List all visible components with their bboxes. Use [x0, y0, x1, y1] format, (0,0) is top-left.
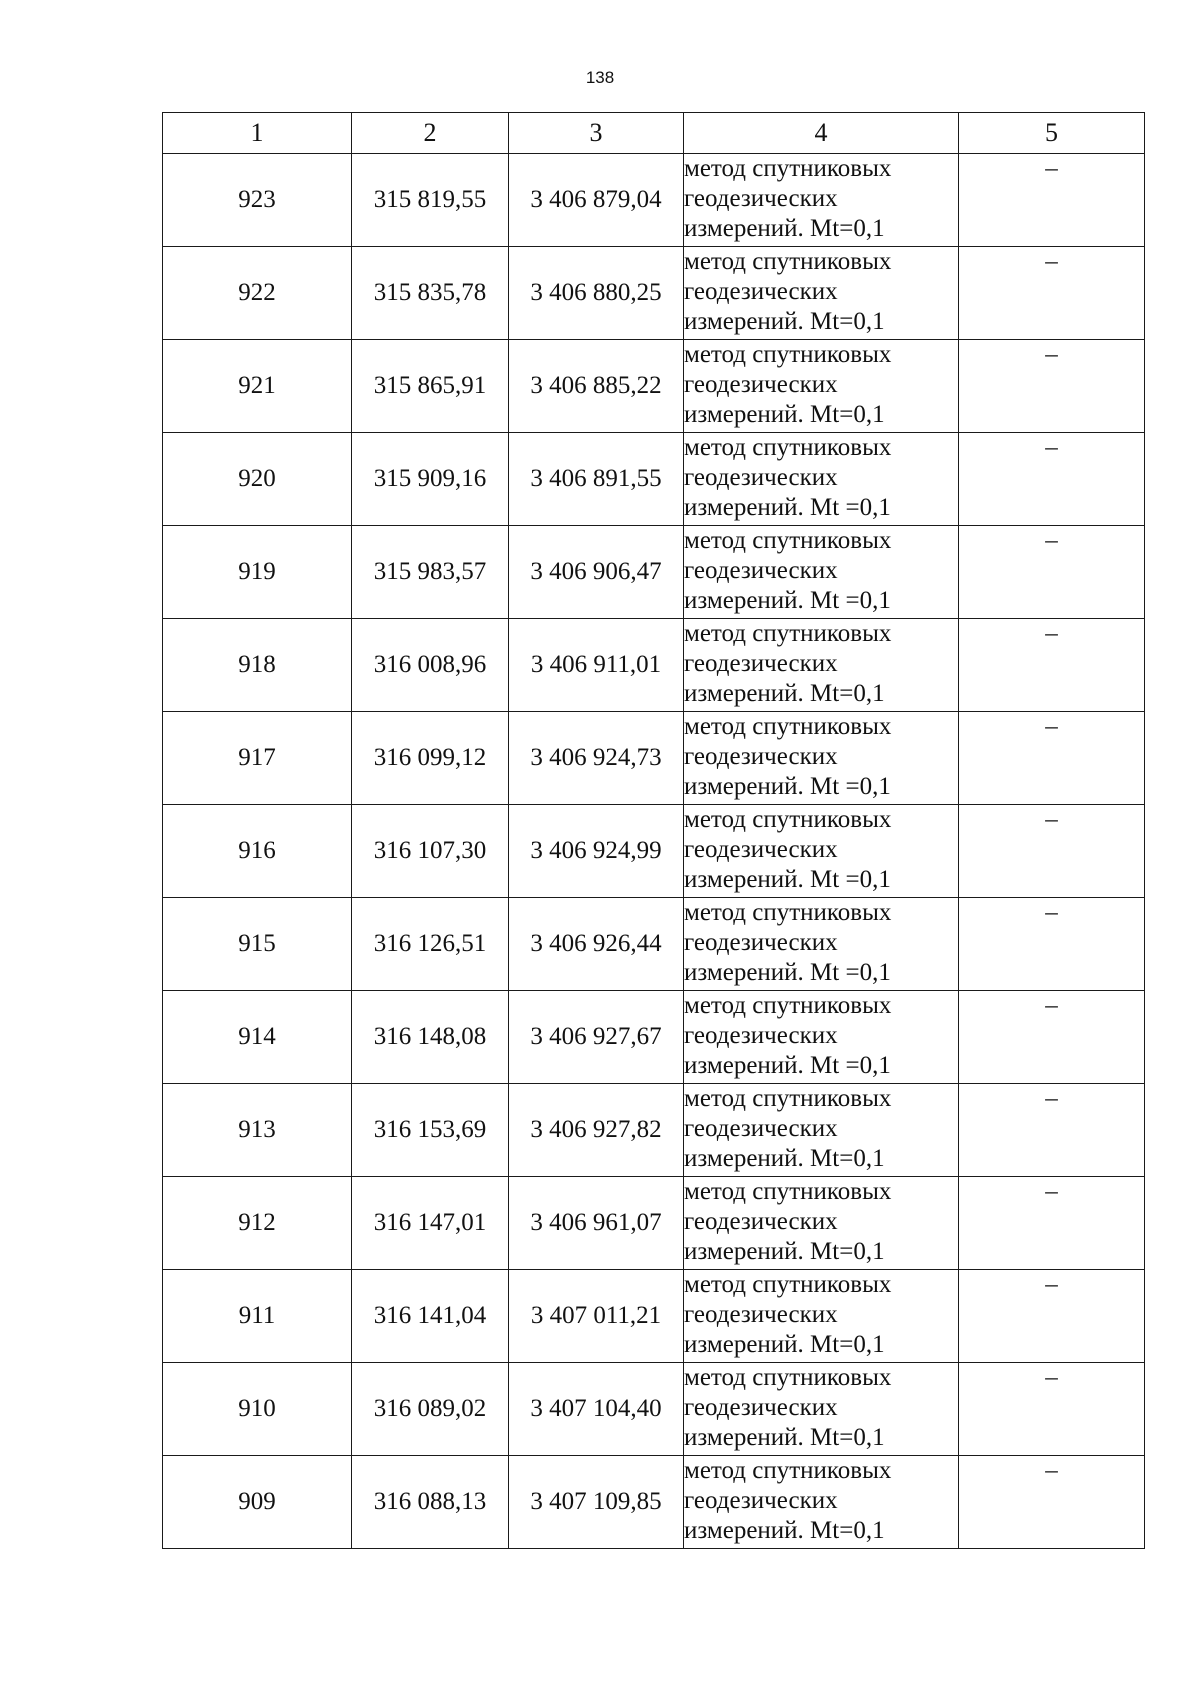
note-dash: –	[959, 433, 1145, 526]
measurement-method	[684, 433, 959, 526]
coordinate-x: 316 089,02	[352, 1363, 509, 1456]
point-number: 919	[163, 526, 352, 619]
note-dash: –	[959, 898, 1145, 991]
table-row	[163, 433, 1145, 526]
measurement-method	[684, 1084, 959, 1177]
note-dash: –	[959, 526, 1145, 619]
method-line: метод спутниковых	[684, 1457, 892, 1484]
coordinate-y: 3 406 924,99	[509, 805, 684, 898]
method-line: геодезических	[684, 1022, 838, 1049]
method-line: метод спутниковых	[684, 341, 892, 368]
measurement-method	[684, 1363, 959, 1456]
method-line: измерений. Mt=0,1	[684, 401, 885, 428]
measurement-method	[684, 991, 959, 1084]
table-row	[163, 1363, 1145, 1456]
method-line: геодезических	[684, 278, 838, 305]
table-row	[163, 1177, 1145, 1270]
method-line: измерений. Mt=0,1	[684, 308, 885, 335]
table-row	[163, 898, 1145, 991]
method-line: метод спутниковых	[684, 434, 892, 461]
note-dash: –	[959, 1456, 1145, 1549]
note-dash: –	[959, 1177, 1145, 1270]
method-line: измерений. Mt =0,1	[684, 1052, 891, 1079]
method-line: измерений. Mt=0,1	[684, 1331, 885, 1358]
point-number: 921	[163, 340, 352, 433]
coordinate-y: 3 406 927,82	[509, 1084, 684, 1177]
method-line: геодезических	[684, 1487, 838, 1514]
point-number: 923	[163, 154, 352, 247]
coordinate-x: 316 141,04	[352, 1270, 509, 1363]
table-row	[163, 526, 1145, 619]
method-line: метод спутниковых	[684, 992, 892, 1019]
table-row	[163, 1456, 1145, 1549]
method-line: геодезических	[684, 929, 838, 956]
method-line: метод спутниковых	[684, 1364, 892, 1391]
table-row	[163, 154, 1145, 247]
method-line: измерений. Mt=0,1	[684, 1238, 885, 1265]
point-number: 920	[163, 433, 352, 526]
method-line: измерений. Mt =0,1	[684, 587, 891, 614]
table-row	[163, 991, 1145, 1084]
method-line: метод спутниковых	[684, 1178, 892, 1205]
coordinate-x: 316 153,69	[352, 1084, 509, 1177]
measurement-method	[684, 805, 959, 898]
method-line: измерений. Mt =0,1	[684, 494, 891, 521]
measurement-method	[684, 1177, 959, 1270]
method-line: метод спутниковых	[684, 713, 892, 740]
method-line: измерений. Mt=0,1	[684, 1145, 885, 1172]
method-line: метод спутниковых	[684, 1271, 892, 1298]
note-dash: –	[959, 1363, 1145, 1456]
method-line: метод спутниковых	[684, 1085, 892, 1112]
point-number: 911	[163, 1270, 352, 1363]
method-line: геодезических	[684, 185, 838, 212]
coordinate-y: 3 406 880,25	[509, 247, 684, 340]
note-dash: –	[959, 1270, 1145, 1363]
coordinate-y: 3 406 961,07	[509, 1177, 684, 1270]
coordinate-x: 315 835,78	[352, 247, 509, 340]
header-col-4: 4	[684, 113, 959, 154]
coordinate-y: 3 406 927,67	[509, 991, 684, 1084]
coordinate-x: 316 148,08	[352, 991, 509, 1084]
coordinate-x: 315 909,16	[352, 433, 509, 526]
method-line: измерений. Mt =0,1	[684, 866, 891, 893]
method-line: метод спутниковых	[684, 899, 892, 926]
point-number: 914	[163, 991, 352, 1084]
measurement-method	[684, 1270, 959, 1363]
measurement-method	[684, 247, 959, 340]
note-dash: –	[959, 1084, 1145, 1177]
coordinate-x: 315 983,57	[352, 526, 509, 619]
point-number: 910	[163, 1363, 352, 1456]
point-number: 917	[163, 712, 352, 805]
coordinate-x: 316 088,13	[352, 1456, 509, 1549]
measurement-method	[684, 1456, 959, 1549]
method-line: геодезических	[684, 1208, 838, 1235]
header-col-5: 5	[959, 113, 1145, 154]
coordinate-y: 3 406 906,47	[509, 526, 684, 619]
method-line: геодезических	[684, 1394, 838, 1421]
coordinate-x: 316 008,96	[352, 619, 509, 712]
measurement-method	[684, 712, 959, 805]
method-line: геодезических	[684, 836, 838, 863]
note-dash: –	[959, 991, 1145, 1084]
coordinate-x: 316 099,12	[352, 712, 509, 805]
point-number: 915	[163, 898, 352, 991]
method-line: метод спутниковых	[684, 620, 892, 647]
header-col-1: 1	[163, 113, 352, 154]
method-line: метод спутниковых	[684, 527, 892, 554]
coordinate-y: 3 407 109,85	[509, 1456, 684, 1549]
note-dash: –	[959, 619, 1145, 712]
method-line: измерений. Mt =0,1	[684, 773, 891, 800]
coordinate-x: 316 126,51	[352, 898, 509, 991]
coordinate-y: 3 407 104,40	[509, 1363, 684, 1456]
header-col-2: 2	[352, 113, 509, 154]
note-dash: –	[959, 247, 1145, 340]
coordinate-x: 316 147,01	[352, 1177, 509, 1270]
point-number: 922	[163, 247, 352, 340]
table-row	[163, 712, 1145, 805]
point-number: 909	[163, 1456, 352, 1549]
table-row	[163, 1270, 1145, 1363]
coordinate-y: 3 407 011,21	[509, 1270, 684, 1363]
method-line: измерений. Mt=0,1	[684, 680, 885, 707]
measurement-method	[684, 154, 959, 247]
coordinate-x: 315 819,55	[352, 154, 509, 247]
coordinate-y: 3 406 885,22	[509, 340, 684, 433]
coordinates-table	[162, 112, 1145, 1549]
table-row	[163, 619, 1145, 712]
note-dash: –	[959, 805, 1145, 898]
note-dash: –	[959, 340, 1145, 433]
method-line: метод спутниковых	[684, 806, 892, 833]
table-row	[163, 1084, 1145, 1177]
point-number: 918	[163, 619, 352, 712]
method-line: метод спутниковых	[684, 248, 892, 275]
table-body	[163, 154, 1145, 1549]
measurement-method	[684, 898, 959, 991]
table-row	[163, 805, 1145, 898]
method-line: измерений. Mt=0,1	[684, 215, 885, 242]
measurement-method	[684, 619, 959, 712]
note-dash: –	[959, 712, 1145, 805]
method-line: геодезических	[684, 464, 838, 491]
point-number: 913	[163, 1084, 352, 1177]
coordinate-y: 3 406 926,44	[509, 898, 684, 991]
method-line: геодезических	[684, 650, 838, 677]
method-line: измерений. Mt =0,1	[684, 959, 891, 986]
table-header-row	[163, 113, 1145, 154]
method-line: геодезических	[684, 371, 838, 398]
header-col-3: 3	[509, 113, 684, 154]
note-dash: –	[959, 154, 1145, 247]
measurement-method	[684, 340, 959, 433]
coordinate-x: 316 107,30	[352, 805, 509, 898]
coordinate-y: 3 406 879,04	[509, 154, 684, 247]
method-line: измерений. Mt=0,1	[684, 1517, 885, 1544]
method-line: геодезических	[684, 743, 838, 770]
method-line: геодезических	[684, 1115, 838, 1142]
table-row	[163, 340, 1145, 433]
point-number: 916	[163, 805, 352, 898]
point-number: 912	[163, 1177, 352, 1270]
coordinate-y: 3 406 924,73	[509, 712, 684, 805]
measurement-method	[684, 526, 959, 619]
method-line: метод спутниковых	[684, 155, 892, 182]
method-line: геодезических	[684, 1301, 838, 1328]
page-number: 138	[585, 68, 615, 87]
method-line: геодезических	[684, 557, 838, 584]
coordinate-y: 3 406 891,55	[509, 433, 684, 526]
table-row	[163, 247, 1145, 340]
method-line: измерений. Mt=0,1	[684, 1424, 885, 1451]
coordinate-x: 315 865,91	[352, 340, 509, 433]
coordinate-y: 3 406 911,01	[509, 619, 684, 712]
